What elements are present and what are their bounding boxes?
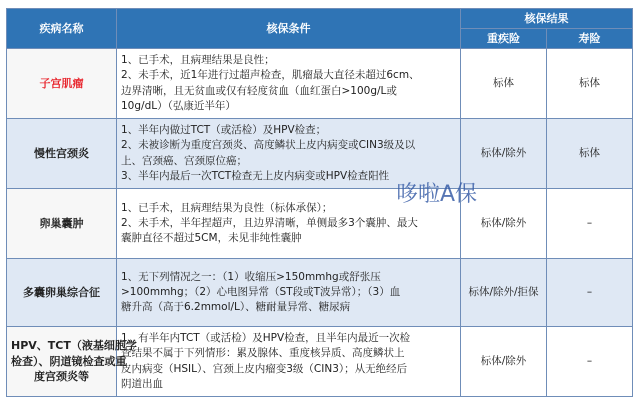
- header-disease: 疾病名称: [7, 9, 117, 49]
- table-row: [7, 259, 633, 327]
- life-result: –: [547, 259, 633, 327]
- condition-line: 1、已手术，且病理结果为良性（标体承保）；: [121, 201, 333, 214]
- condition-line: 3、半年内最后一次TCT检查无上皮内病变或HPV检查阳性: [121, 169, 390, 182]
- condition-line: 1、半年内做过TCT（或活检）及HPV检查；: [121, 124, 327, 137]
- condition-line: 1、无下列情况之一：（1）收缩压>150mmhg或舒张压: [121, 270, 381, 283]
- life-result: –: [547, 327, 633, 397]
- disease-name: 卵巢囊肿: [7, 189, 117, 259]
- condition-line: 阴道出血: [121, 377, 163, 390]
- life-result: 标体: [547, 119, 633, 189]
- watermark: 哆啦A保: [396, 182, 478, 207]
- critical-illness-result: 标体/除外: [461, 119, 547, 189]
- condition-line: 10g/dL）（弘康近半年）: [121, 99, 236, 112]
- condition-line: 2、未被诊断为重度宫颈炎、高度鳞状上皮内病变或CIN3级及以: [121, 139, 416, 152]
- critical-illness-result: 标体/除外: [461, 327, 547, 397]
- life-result: 标体: [547, 49, 633, 119]
- underwriting-table: [6, 8, 633, 397]
- header-conditions: 核保条件: [117, 9, 461, 49]
- condition-line: 糖升高（高于6.2mmol/L）、糖耐量异常、糖尿病: [121, 301, 351, 314]
- header-critical-illness: 重疾险: [461, 29, 547, 49]
- disease-name-line: 度宫颈炎等: [34, 370, 89, 384]
- critical-illness-result: 标体/除外/拒保: [461, 259, 547, 327]
- condition-line: 边界清晰，且无贫血或仅有轻度贫血（血红蛋白>100g/L或: [121, 84, 397, 97]
- condition-line: 上、宫颈癌、宫颈原位癌；: [121, 154, 247, 167]
- conditions-cell: [117, 49, 461, 119]
- life-result: –: [547, 189, 633, 259]
- condition-line: >100mmhg；（2）心电图异常（ST段或T波异常）；（3）血: [121, 285, 401, 298]
- disease-name: 慢性宫颈炎: [7, 119, 117, 189]
- table-row: [7, 189, 633, 259]
- conditions-cell: [117, 259, 461, 327]
- table-row: [7, 119, 633, 189]
- disease-name: [7, 327, 137, 397]
- condition-line: 1、有半年内TCT（或活检）及HPV检查，且半年内最近一次检: [121, 332, 411, 345]
- critical-illness-result: 标体: [461, 49, 547, 119]
- condition-line: 囊肿直径不超过5CM，未见非纯性囊肿: [121, 232, 302, 245]
- condition-line: 皮内病变（HSIL）、宫颈上皮内瘤变3级（CIN3）；从无绝经后: [121, 362, 408, 375]
- conditions-cell: [117, 327, 461, 397]
- disease-name: 多囊卵巢综合征: [7, 259, 117, 327]
- table-row: [7, 327, 633, 397]
- condition-line: 查结果不属于下列情形：累及腺体、重度核异质、高度鳞状上: [121, 347, 405, 360]
- condition-line: 2、未手术，半年捏超声，且边界清晰，单侧最多3个囊肿、最大: [121, 216, 418, 229]
- condition-line: 1、已手术，且病理结果是良性；: [121, 54, 275, 67]
- disease-name: 子宫肌瘤: [7, 49, 117, 119]
- critical-illness-result: 标体/除外: [461, 189, 547, 259]
- condition-line: 2、未手术，近1年进行过超声检查，肌瘤最大直径未超过6cm、: [121, 69, 420, 82]
- header-result-group: 核保结果: [461, 9, 633, 29]
- disease-name-line: HPV、TCT（液基细胞学: [11, 338, 137, 352]
- header-life: 寿险: [547, 29, 633, 49]
- disease-name-line: 检查）、阴道镜检查或重: [11, 354, 127, 368]
- table-row: [7, 49, 633, 119]
